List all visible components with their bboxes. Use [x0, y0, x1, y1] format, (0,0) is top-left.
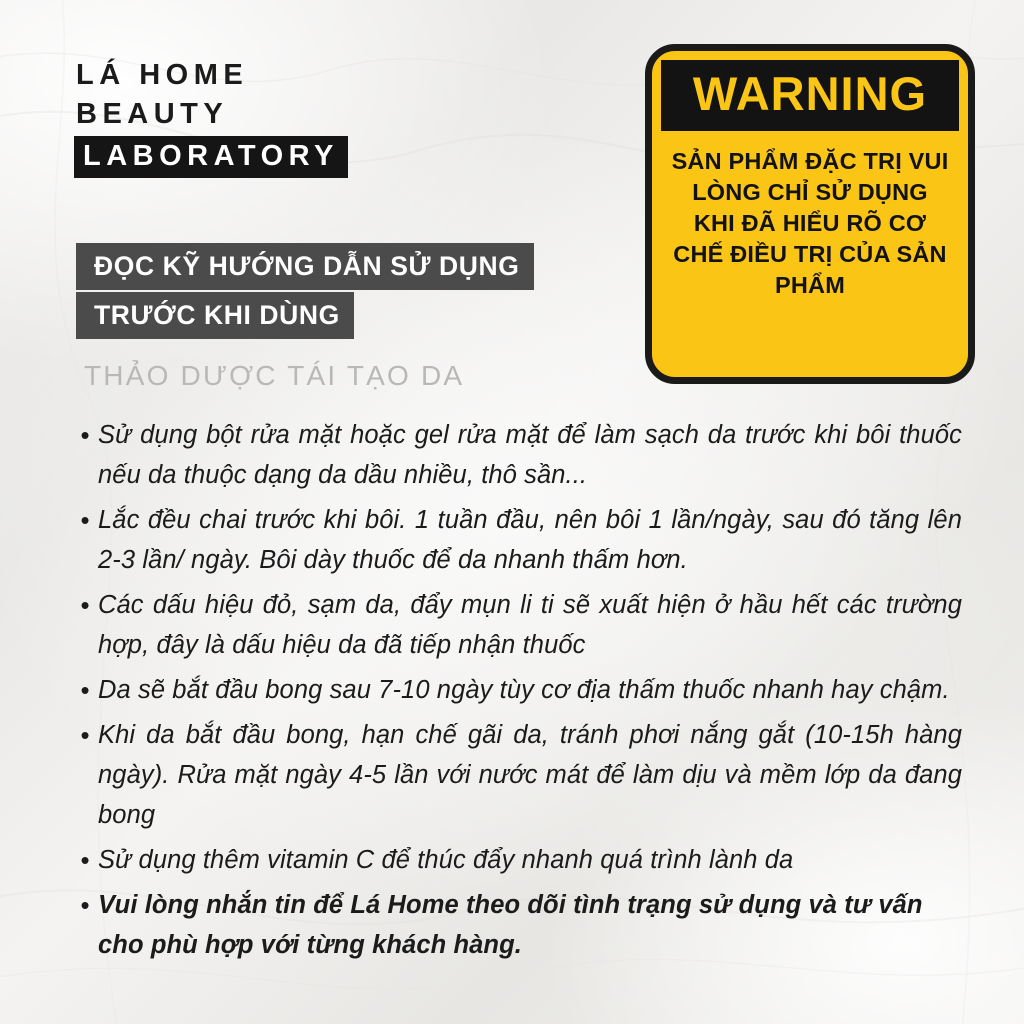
list-item-text: Sử dụng bột rửa mặt hoặc gel rửa mặt để làm sạch da trước khi bôi thuốc nếu da thuộc dạng da dầu nhiều, thô sần... — [98, 421, 962, 489]
brand-line-3: LABORATORY — [74, 136, 348, 178]
list-item — [72, 500, 962, 580]
headline-line-1: ĐỌC KỸ HƯỚNG DẪN SỬ DỤNG — [76, 243, 534, 290]
list-item — [72, 715, 962, 835]
warning-sign — [645, 44, 975, 384]
headline-subtitle: THẢO DƯỢC TÁI TẠO DA — [84, 360, 465, 391]
list-item — [72, 415, 962, 495]
warning-title: WARNING — [661, 60, 959, 131]
bullet-icon: • — [80, 420, 90, 450]
bullet-icon: • — [80, 590, 90, 620]
list-item-text: Da sẽ bắt đầu bong sau 7-10 ngày tùy cơ địa thấm thuốc nhanh hay chậm. — [98, 676, 950, 704]
bullet-icon: • — [80, 675, 90, 705]
list-item — [72, 585, 962, 665]
warning-body: SẢN PHẨM ĐẶC TRỊ VUI LÒNG CHỈ SỬ DỤNG KHI ĐÃ HIỂU RÕ CƠ CHẾ ĐIỀU TRỊ CỦA SẢN PHẨM — [671, 148, 949, 298]
headline-banner — [76, 243, 616, 339]
bullet-icon: • — [80, 720, 90, 750]
brand-logo — [76, 58, 506, 183]
bullet-icon: • — [80, 505, 90, 535]
list-item — [72, 670, 962, 710]
instruction-list — [72, 415, 962, 970]
brand-line-1: LÁ HOME — [76, 59, 249, 91]
list-item — [72, 840, 962, 880]
brand-line-2: BEAUTY — [76, 98, 229, 130]
list-item-text: Các dấu hiệu đỏ, sạm da, đẩy mụn li ti sẽ xuất hiện ở hầu hết các trường hợp, đây là dấu hiệu da đã tiếp nhận thuốc — [98, 591, 962, 659]
list-item-text: Khi da bắt đầu bong, hạn chế gãi da, tránh phơi nắng gắt (10-15h hàng ngày). Rửa mặt ngày 4-5 lần với nước mát để làm dịu và mềm lớp da đang bong — [98, 721, 962, 829]
list-item — [72, 885, 962, 965]
list-item-text: Lắc đều chai trước khi bôi. 1 tuần đầu, nên bôi 1 lần/ngày, sau đó tăng lên 2-3 lần/ ngày. Bôi dày thuốc để da nhanh thấm hơn. — [98, 506, 962, 574]
list-item-text: Sử dụng thêm vitamin C để thúc đẩy nhanh quá trình lành da — [98, 846, 794, 874]
bullet-icon: • — [80, 890, 90, 920]
list-item-text: Vui lòng nhắn tin để Lá Home theo dõi tình trạng sử dụng và tư vấn cho phù hợp với từng khách hàng. — [98, 891, 923, 959]
bullet-icon: • — [80, 845, 90, 875]
headline-line-2: TRƯỚC KHI DÙNG — [76, 292, 354, 339]
